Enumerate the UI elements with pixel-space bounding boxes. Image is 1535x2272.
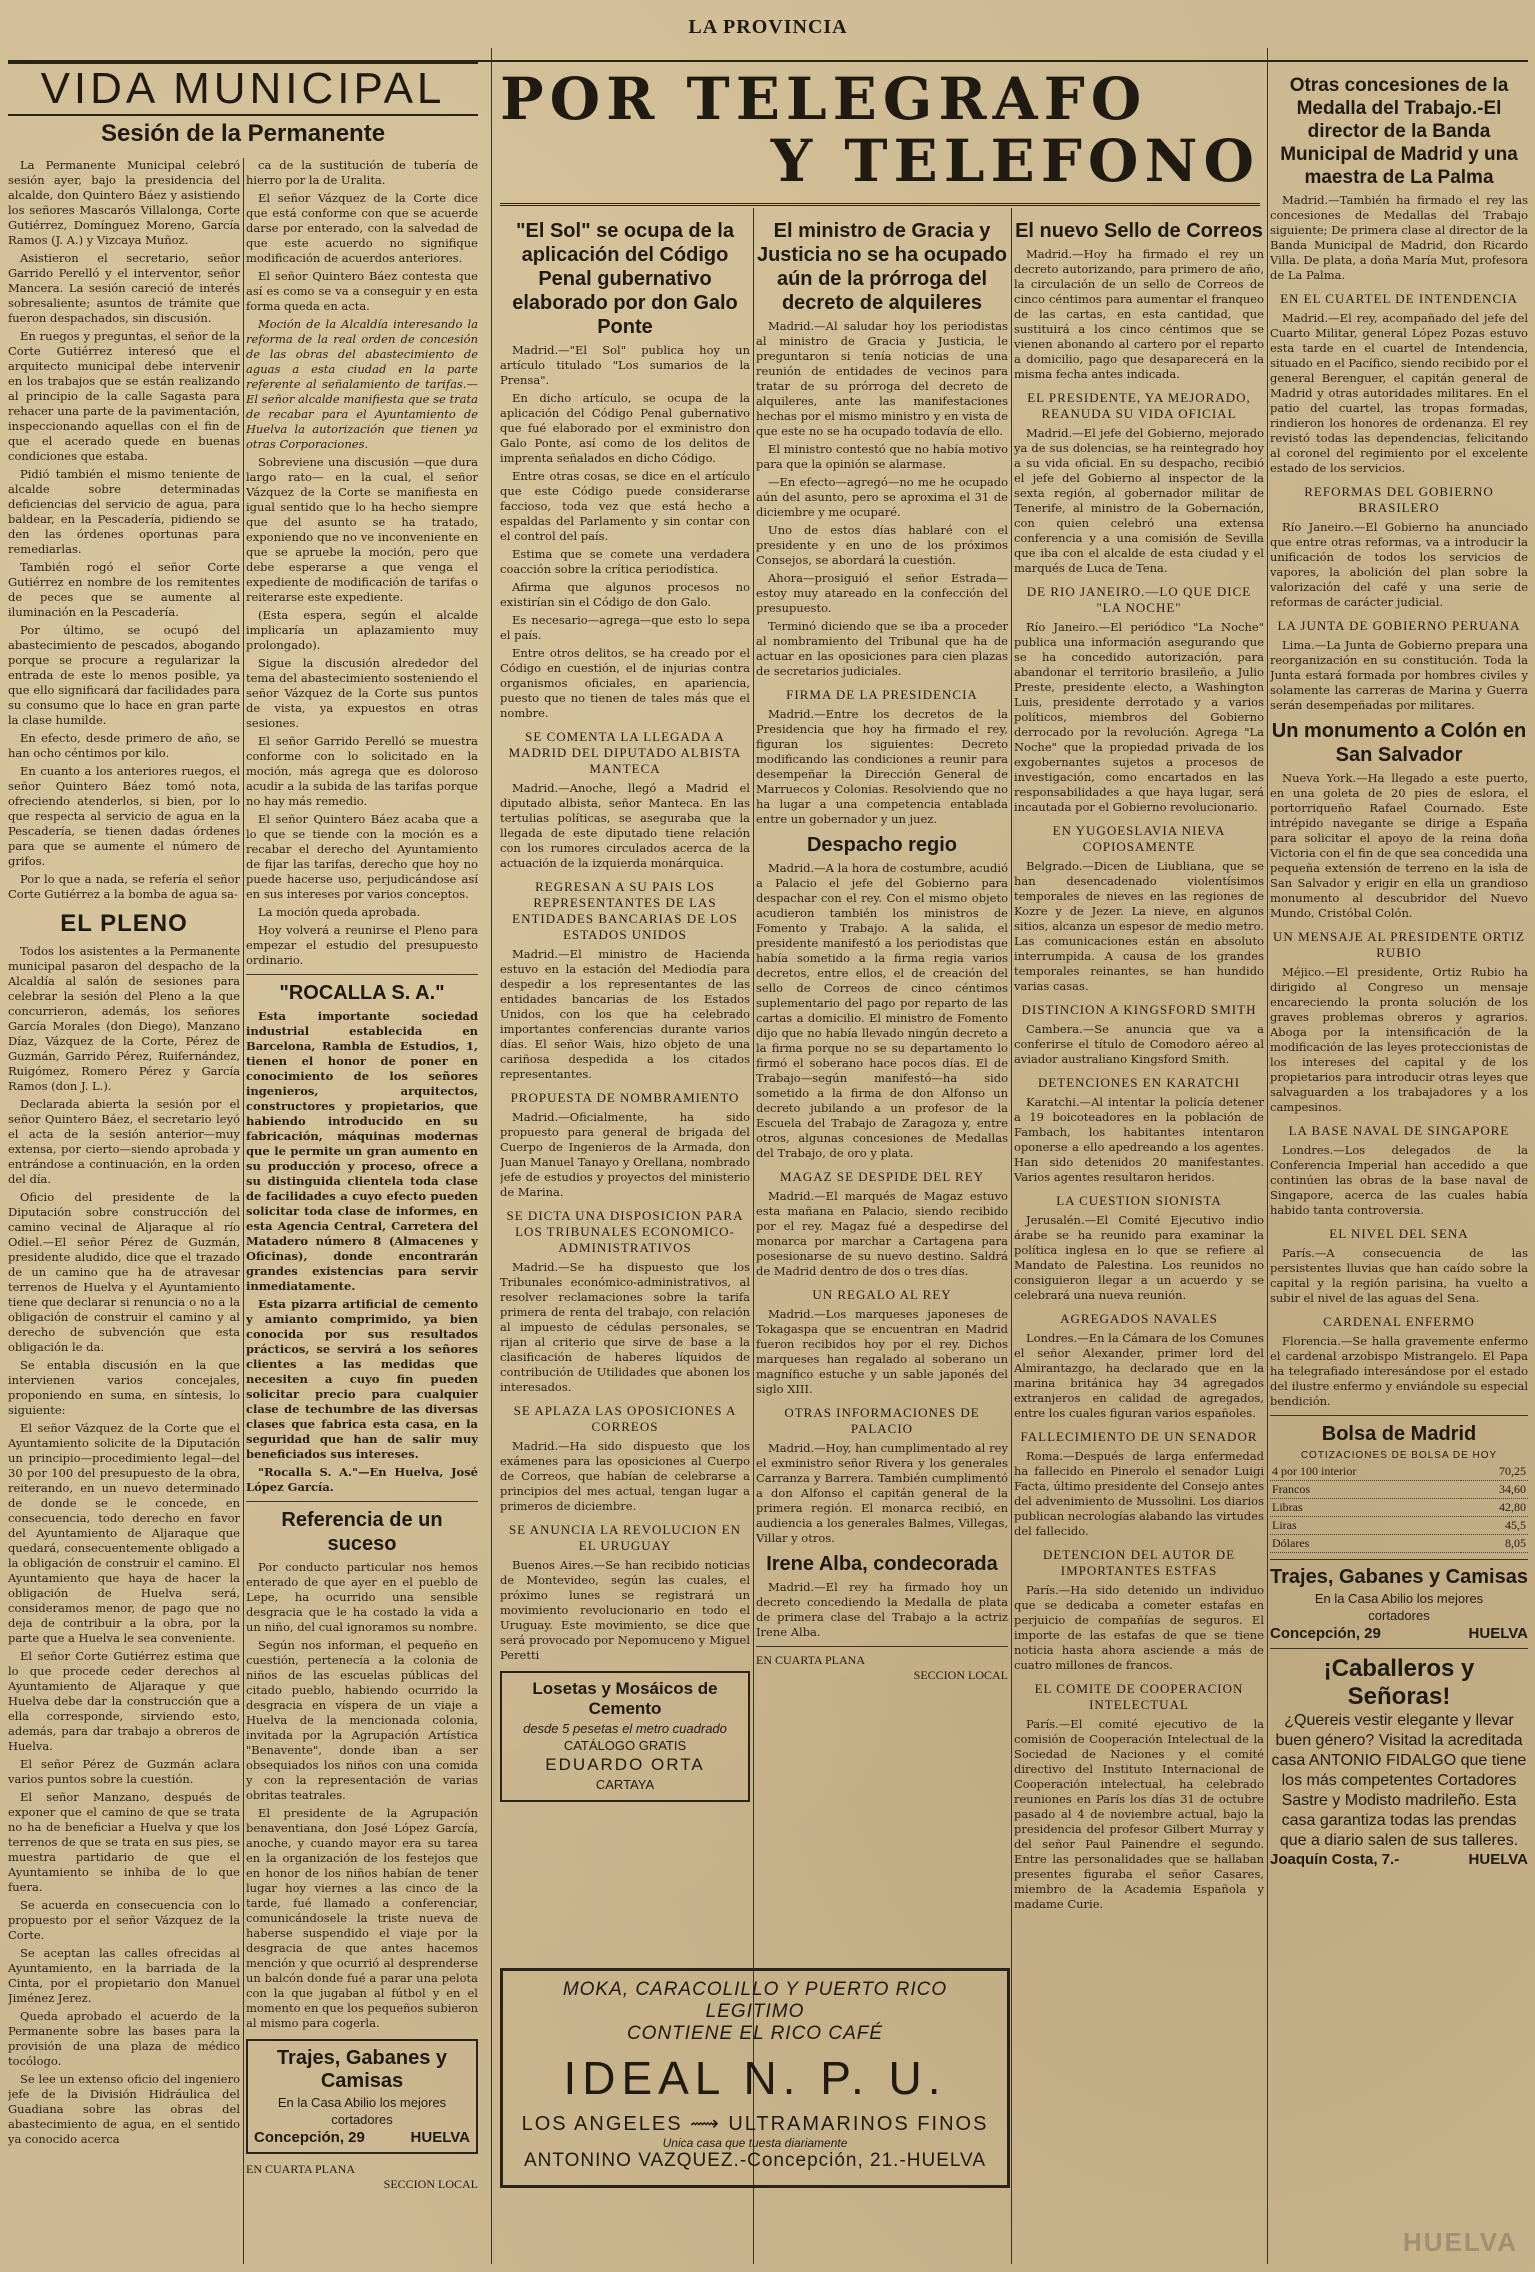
section-rule xyxy=(1270,1648,1528,1649)
article-paragraph: Madrid.—Se ha dispuesto que los Tribunales económico-administrativos, al resolver reclamaciones sobre la tarifa primera de renta del trabajo, con relación al impuesto de cédulas personales, se rijan al criterio que sirve de base a la clasificación de haberes líquidos de contribución de Utilidades que abonen los interesados. xyxy=(500,1260,750,1394)
article-paragraph: Río Janeiro.—El periódico "La Noche" publica una información asegurando que se ha concedido autorización, para abandonar el territorio brasileño, a Julio Preste, presidente electo, a Washington Luis, presidente derrotado y a varios políticos, miembros del Gobierno derrocado por la revolución. Agrega "La Noche" que la propiedad privada de los exgobernantes sujetos a procesos de investigación, como encartados en las responsabilidades a que haya lugar, será incautada por el Gobierno revolucionario. xyxy=(1014,620,1264,814)
article-paragraph: Pidió también el mismo teniente de alcalde sobre determinadas deficiencias del servicio de agua, para baldear, en la Pescadería, pidiendo se den las órdenes oportunas para remediarlas. xyxy=(8,467,240,556)
article-paragraph: Según nos informan, el pequeño en cuestión, pertenecía a la colonia de niños de las escuelas públicas del citado pueblo, habiendo ocurrido la desgracia en víspera de un viaje a Huelva de la mencionada colonia, invitada por la Agrupación Artística "Benavente", donde iban a ser obsequiados los niños con una comida y con la representación de varias obritas teatrales. xyxy=(246,1638,478,1802)
article-paragraph: Queda aprobado el acuerdo de la Permanente sobre las bases para la provisión de una plaza de médico tocólogo. xyxy=(8,2009,240,2068)
article-paragraph: Madrid.—Hoy, han cumplimentado al rey el exministro señor Rivera y los generales Carranza y Barrera. También cumplimentó a don Alfonso el capitán general de la primera región. El monarca recibió, en audiencia a los generales Balmes, Villegas, Villar y otros. xyxy=(756,1441,1008,1545)
article-paragraph: La Permanente Municipal celebró sesión ayer, bajo la presidencia del alcalde, don Quintero Báez y asistiendo los señores Mascarós Villalonga, Corte Gutiérrez, Domínguez Moreno, García Ramos (J. A.) y Vizcaya Muñoz. xyxy=(8,158,240,247)
masthead xyxy=(8,8,1528,62)
subheading: LA CUESTION SIONISTA xyxy=(1056,1193,1222,1208)
article-paragraph: Estima que se comete una verdadera coacción sobre la crítica periodística. xyxy=(500,547,750,576)
subheading: EN EL CUARTEL DE INTENDENCIA xyxy=(1280,291,1518,306)
trajes-ad-line: En la Casa Abilio los mejores xyxy=(1314,1591,1484,1606)
table-row xyxy=(1270,1463,1528,1481)
article-paragraph: Río Janeiro.—El Gobierno ha anunciado que entre otras reformas, va a introducir la unificación de todos los servicios de vapores, la abolición del plan sobre la valorización del café y una serie de reformas de carácter judicial. xyxy=(1270,520,1528,609)
article-paragraph: Madrid.—A la hora de costumbre, acudió a Palacio el jefe del Gobierno para despachar con el rey. Con el mismo objeto acudieron también los ministros de Fomento y Trabajo. A la salida, el presidente manifestó a los periodistas que había sometido a la firma regia varios decretos, entre ellos, el de creación del sello de Correos de cinco céntimos suplementario del pago por reparto de las cartas a domicilio. El ministro de Fomento dijo que no había llevado ningún decreto a la firma porque no se su departamento lo firmó el soberano hace pocos días. El de Trabajo—según manifestó—ha sido sometido a la firma de don Alfonso un decreto jubilando a un profesor de la Escuela del Trabajo de Zaragoza y, entre otros, algunas concesiones de Medallas del Trabajo, de oro y plata. xyxy=(756,861,1008,1160)
article-paragraph: Roma.—Después de larga enfermedad ha fallecido en Pinerolo el senador Luigi Facta, último presidente del Consejo antes del advenimiento de Mussolini. Los diarios publican necrologías alabando las virtudes del fallecido. xyxy=(1014,1449,1264,1538)
trajes-ad-title: Trajes, Gabanes y Camisas xyxy=(1270,1566,1528,1588)
article-paragraph: Todos los asistentes a la Permanente municipal pasaron del despacho de la Alcaldía al salón de sesiones para celebrar la sesión del Pleno a la que concurrieron, además, los señores García Morales (don Diego), Manzano Díaz, Vázquez de la Corte, Pérez de Guzmán, Garrido Pérez, Ruifernández, Ruigómez, Romero Pérez y García Ramos (don J. L.). xyxy=(8,944,240,1093)
section-footer-right: SECCION LOCAL xyxy=(913,1668,1008,1682)
telegrafo-line2: Y TELEFONO xyxy=(770,127,1260,195)
article-paragraph: El señor Pérez de Guzmán aclara varios puntos sobre la cuestión. xyxy=(8,1757,240,1786)
subheading: CARDENAL ENFERMO xyxy=(1323,1314,1475,1329)
subheading: DISTINCION A KINGSFORD SMITH xyxy=(1021,1002,1257,1017)
article-paragraph: Por conducto particular nos hemos enterado de que ayer en el pueblo de Lepe, ha ocurrido una sensible desgracia que le ha costado la vida a un niño, del cual ignoramos su nombre. xyxy=(246,1560,478,1634)
article-paragraph: ca de la sustitución de tubería de hierro por la de Uralita. xyxy=(246,158,478,187)
section-rule xyxy=(1270,1415,1528,1416)
column-3 xyxy=(500,213,750,1953)
article-paragraph: Madrid.—Oficialmente, ha sido propuesto para general de brigada del Cuerpo de Ingenieros de la Armada, don Juan Manuel Tanayo y Orellana, nombrado jefe de estudios y proyectos del ministerio de Marina. xyxy=(500,1110,750,1199)
medalla-trabajo-headline: Otras concesiones de la Medalla del Trabajo.-El director de la Banda Municipal de Madrid y una maestra de La Palma xyxy=(1280,75,1518,188)
subheading: SE APLAZA LAS OPOSICIONES A CORREOS xyxy=(513,1403,737,1434)
article-paragraph: Madrid.—El rey, acompañado del jefe del Cuarto Militar, general López Pozas estuvo esta tarde en el cuartel de Intendencia, situado en el Pacífico, siendo recibido por el general Berenguer, el capitán general de Madrid y otras autoridades militares. En el patio del cuartel, las tropas formadas, rindieron los honores de ordenanza. El rey revistó todas las dependencias, felicitando al coronel del regimiento por el excelente estado de los servicios. xyxy=(1270,311,1528,475)
article-paragraph: Oficio del presidente de la Diputación sobre construcción del camino vecinal de Aljaraque al río Odiel.—El señor Pérez de Guzmán, presidente aludido, dice que el trazado de un camino que ha de atravesar terrenos de Huelva y el Ayuntamiento tiene que declarar si renuncia o no a la obligación de construir el camino y al derecho de subvención que esta obligación le da. xyxy=(8,1190,240,1354)
subheading: LA BASE NAVAL DE SINGAPORE xyxy=(1288,1123,1510,1138)
subheading: UN MENSAJE AL PRESIDENTE ORTIZ RUBIO xyxy=(1273,929,1525,960)
subheading: DETENCION DEL AUTOR DE IMPORTANTES ESTFAS xyxy=(1042,1547,1236,1578)
ad-paragraph: Esta pizarra artificial de cemento y amianto comprimido, ya bien conocida por sus resultados prácticos, se servirá a los señores clientes a las medidas que necesiten a cuyo fin pueden solicitar precio para cualquier clase de techumbre de las diversas clases que fabrica esta casa, en la seguridad que han de salir muy beneficiados sus intereses. xyxy=(246,1297,478,1461)
article-paragraph: Terminó diciendo que se iba a proceder al nombramiento del Tribunal que ha de actuar en las oposiciones para cien plazas de secretarios judiciales. xyxy=(756,619,1008,678)
section-rule xyxy=(246,1501,478,1502)
article-paragraph: Uno de estos días hablaré con el presidente y en uno de los próximos Consejos, se abordará la cuestión. xyxy=(756,523,1008,567)
article-paragraph: El señor Garrido Perelló se muestra conforme con lo solicitado en la moción, más agrega que es doloroso acudir a la subida de las tarifas porque no hay más remedio. xyxy=(246,734,478,808)
losetas-ad-line: desde 5 pesetas el metro cuadrado xyxy=(523,1721,727,1736)
caballeros-title: ¡Caballeros y Señoras! xyxy=(1323,1655,1475,1710)
ideal-ad-address: ANTONINO VAZQUEZ.-Concepción, 21.-HUELVA xyxy=(524,2150,986,2171)
column-5 xyxy=(1014,213,1264,2264)
gracia-justicia-headline: El ministro de Gracia y Justicia no se ha ocupado aún de la prórroga del decreto de alquileres xyxy=(756,220,1008,314)
subheading: EL NIVEL DEL SENA xyxy=(1329,1226,1469,1241)
article-paragraph: Florencia.—Se halla gravemente enfermo el cardenal arzobispo Mistrangelo. El Papa ha telegrafiado interesándose por el estado del ilustre enfermo y enviándole su especial bendición. xyxy=(1270,1334,1528,1408)
trajes-ad-city: HUELVA xyxy=(1468,1625,1528,1642)
newspaper-page xyxy=(8,8,1528,2264)
losetas-ad-city: CARTAYA xyxy=(595,1777,655,1792)
caballeros-city: HUELVA xyxy=(1468,1851,1528,1868)
article-paragraph: Se aceptan las calles ofrecidas al Ayuntamiento, en la barriada de la Cinta, por el propietario don Manuel Jiménez Jerez. xyxy=(8,1946,240,2005)
monumento-colon-headline: Un monumento a Colón en San Salvador xyxy=(1271,720,1527,766)
article-paragraph: Entre otros delitos, se ha creado por el Código en cuestión, el de injurias contra organismos oficiales, en apariencia, puesto que no tienen de tales más que el nombre. xyxy=(500,646,750,720)
subheading: REGRESAN A SU PAIS LOS REPRESENTANTES DE LAS ENTIDADES BANCARIAS DE LOS ESTADOS UNIDOS xyxy=(512,879,738,942)
subheading: MAGAZ SE DESPIDE DEL REY xyxy=(779,1169,985,1184)
sesion-permanente-title: Sesión de la Permanente xyxy=(100,120,386,147)
article-paragraph: Moción de la Alcaldía interesando la reforma de la real orden de concesión de las obras del abastecimiento de aguas a esta ciudad en la parte referente al señalamiento de tarifas.—El señor alcalde manifiesta que se trata de recabar para el Ayuntamiento de Huelva la autorización que tienen ya otras Corporaciones. xyxy=(246,317,478,451)
table-row xyxy=(1270,1535,1528,1553)
article-paragraph: Madrid.—Los marqueses japoneses de Tokagaspa que se encuentran en Madrid fueron recibidos hoy por el rey. Dichos marqueses han regalado al soberano un magnífico estuche y un sable japonés del siglo XIII. xyxy=(756,1307,1008,1396)
subheading: UN REGALO AL REY xyxy=(812,1287,952,1302)
archive-watermark: HUELVA xyxy=(1402,2227,1518,2257)
bolsa-value: 34,60 xyxy=(1461,1481,1528,1499)
telegrafo-headline xyxy=(500,65,1260,195)
article-paragraph: Nueva York.—Ha llegado a este puerto, en una goleta de 20 pies de eslora, el portorriqueño Rafael Cournado. Este intrépido navegante se dirige a España para solicitar el apoyo de la reina doña Victoria con el fin de que sea concedida una pequeña extensión de terreno en la isla de San Salvador y erigir en ella un grandioso monumento al descubridor del Nuevo Mundo, Cristóbal Colón. xyxy=(1270,771,1528,920)
section-rule xyxy=(1270,1559,1528,1560)
subheading: EN YUGOESLAVIA NIEVA COPIOSAMENTE xyxy=(1052,823,1226,854)
trajes-ad-line: cortadores xyxy=(1368,1608,1430,1623)
article-paragraph: Jerusalén.—El Comité Ejecutivo indio árabe se ha reunido para examinar la política inglesa en lo que se refiere al Mandato de Palestina. Los reunidos no consiguieron llegar a un acuerdo y se celebrará una nueva reunión. xyxy=(1014,1213,1264,1302)
article-paragraph: Entre otras cosas, se dice en el artículo que este Código puede considerarse faccioso, toda vez que está hecho a espaldas del Parlamento y sin contar con el control del país. xyxy=(500,469,750,543)
article-paragraph: En ruegos y preguntas, el señor de la Corte Gutiérrez interesó que el arquitecto municipal debe intervenir en los trabajos que se están realizando al principio de la calle Sagasta para rehacer una parte de la pavimentación, inspeccionando aquellas con el fin de que el acerado quede en buenas condiciones que estaba. xyxy=(8,329,240,463)
article-paragraph: (Esta espera, según el alcalde implicaría un aplazamiento muy prolongado). xyxy=(246,608,478,652)
ad-paragraph: Esta importante sociedad industrial establecida en Barcelona, Rambla de Estudios, 1, tienen el honor de poner en conocimiento de los señores ingenieros, arquitectos, constructores y propietarios, que habiendo introducido en su fabricación, máquinas modernas que le permite un gran aumento en su producción y proceso, ofrece a su distinguida clientela toda clase de facilidades a cuyo efecto pueden solicitar toda clase de informes, en esta Agencia Central, Carretera del Matadero número 8 (Almacenes y Oficinas), donde encontrarán grandes existencias para servir inmediatamente. xyxy=(246,1009,478,1293)
irene-alba-headline: Irene Alba, condecorada xyxy=(766,1553,998,1575)
table-row xyxy=(1270,1481,1528,1499)
article-paragraph: Afirma que algunos procesos no existirían sin el Código de don Galo. xyxy=(500,580,750,609)
article-paragraph: Méjico.—El presidente, Ortiz Rubio ha dirigido al Congreso un mensaje encareciendo la pronta solución de los graves problemas obreros y agrarios. Aboga por la intensificación de la modificación de las leyes proteccionistas de los intereses del capital y de los propietarios para introducir otras leyes que salvaguarden a los trabajadores y a los campesinos. xyxy=(1270,965,1528,1114)
column-rule xyxy=(491,48,492,2264)
column-1 xyxy=(8,158,240,2264)
bolsa-label: 4 por 100 interior xyxy=(1270,1463,1461,1481)
article-paragraph: Madrid.—Ha sido dispuesto que los exámenes para las oposiciones al Cuerpo de Correos, que habían de celebrarse a principios del mes actual, tengan lugar a primeros de diciembre. xyxy=(500,1439,750,1513)
article-paragraph: El señor Corte Gutiérrez estima que lo que procede ceder derechos al Ayuntamiento de Aljaraque y que Huelva debe dar la construcción que a ella corresponde, sirviendo esto, además, para dar trabajo a obreros de Huelva. xyxy=(8,1649,240,1753)
telegrafo-rule xyxy=(500,203,1260,206)
article-paragraph: Madrid.—El jefe del Gobierno, mejorado ya de sus dolencias, se ha reintegrado hoy a su vida oficial. En su despacho, recibió el jefe del Gobierno al inspector de la sexta región, al gobernador militar de Tenerife, al ministro de la Gobernación, con quien celebró una extensa conferencia y a una comisión de Sevilla que iba con el alcalde de esta ciudad y el marqués de Luca de Tena. xyxy=(1014,426,1264,575)
article-paragraph: En dicho artículo, se ocupa de la aplicación del Código Penal gubernativo que fué elaborado por el exministro don Galo Ponte, así como de los delitos de imprenta señalados en dicho Código. xyxy=(500,391,750,465)
bolsa-subtitle: COTIZACIONES DE BOLSA DE HOY xyxy=(1300,1450,1498,1461)
article-paragraph: Por último, se ocupó del abastecimiento de pescados, abogando porque se procure a regularizar la entrada de este lo menos posible, ya que ello significará dar facilidades para su consumo que lo hace en gran parte la clase humilde. xyxy=(8,623,240,727)
trajes-ad-address: Concepción, 29 xyxy=(254,2129,365,2146)
section-footer-left: EN CUARTA PLANA xyxy=(756,1653,865,1667)
article-paragraph: El señor Vázquez de la Corte que el Ayuntamiento solicite de la Diputación un principio—procedimiento legal—del 30 por 100 del presupuesto de la obra, reiterando, en un nuevo determinado de donde se le concede, en consecuencia, todo derecho en favor del Ayuntamiento de Aljaraque que quedará, consecuentemente obligado a la obligación de construir el camino. El Ayuntamiento que haya de hacer la obligación de Huelva será, consideramos menor, de pago que no deja de contribuir a la obra, por la parte que a Huelva le sea conveniente. xyxy=(8,1421,240,1645)
article-paragraph: Es necesario—agrega—que esto lo sepa el país. xyxy=(500,613,750,642)
table-row xyxy=(1270,1517,1528,1535)
section-rule xyxy=(756,1646,1008,1647)
article-paragraph: La moción queda aprobada. xyxy=(258,905,421,919)
article-paragraph: Madrid.—Hoy ha firmado el rey un decreto autorizando, para primero de año, la circulación de un sello de Correos de cinco céntimos para aumentar el franqueo de las cartas, en esta cantidad, que sustituirá a los cinco céntimos que se vienen abonando al cartero por el reparto a domicilio, pago que desaparecerá en la misma fecha antes indicada. xyxy=(1014,247,1264,381)
article-paragraph: El señor Quintero Báez acaba que a lo que se tiende con la moción es a recabar el derecho del Ayuntamiento de fijar las tarifas, derecho que hoy no puede hacerse uso, perjudicándose así en sus intereses por varios conceptos. xyxy=(246,812,478,901)
article-paragraph: El ministro contestó que no había motivo para que la opinión se alarmase. xyxy=(756,442,1008,471)
losetas-ad-line: CATÁLOGO GRATIS xyxy=(563,1738,687,1753)
telegrafo-line1: POR TELEGRAFO xyxy=(500,65,1148,133)
article-paragraph: París.—El comité ejecutivo de la comisión de Cooperación Intelectual de la Sociedad de Naciones y el comité directivo del Instituto Internacional de Cooperación intelectual, ha celebrado reuniones en París los días 31 de octubre pasado al 4 de noviembre actual, bajo la presidencia del profesor Gilbert Murray y del señor Paul Painendre el segundo. Entre las personalidades que se hallaban presentes figuraba el señor Casares, miembro de la Academia Española y madame Curie. xyxy=(1014,1717,1264,1911)
subheading: SE COMENTA LA LLEGADA A MADRID DEL DIPUTADO ALBISTA MANTECA xyxy=(508,729,742,776)
bolsa-table xyxy=(1270,1463,1528,1553)
column-rule xyxy=(753,208,754,2264)
article-paragraph: El señor Manzano, después de exponer que el camino de que se trata no ha de beneficiar a Huelva y que los terrenos de que se trata en sus pies, se muestra partidario de que el Ayuntamiento se inhiba de lo que fuera. xyxy=(8,1790,240,1894)
trajes-ad-line: En la Casa Abilio los mejores xyxy=(277,2095,447,2110)
article-paragraph: El señor Vázquez de la Corte dice que está conforme con que se acuerde darse por enterado, con la salvedad de que este acuerdo no signifique modificación de acuerdos anteriores. xyxy=(246,191,478,265)
ideal-ad-brand: IDEAL N. P. U. xyxy=(563,2052,947,2104)
losetas-ad-title: Losetas y Mosáicos de Cemento xyxy=(532,1679,718,1718)
trajes-ad-line: cortadores xyxy=(331,2112,393,2127)
article-paragraph: Londres.—Los delegados de la Conferencia Imperial han accedido a que continúen las obras de la base naval de Singapore, acerca de las cuales había habido tanta controversia. xyxy=(1270,1143,1528,1217)
article-paragraph: Madrid.—El ministro de Hacienda estuvo en la estación del Mediodía para despedir a los representantes de las entidades bancarias de los Estados Unidos, con los que ha celebrado importantes conferencias durante varios días. El señor Wais, hizo objeto de una cariñosa despedida a los citados representantes. xyxy=(500,947,750,1081)
suceso-title: Referencia de un suceso xyxy=(281,1509,443,1555)
subheading: FALLECIMIENTO DE UN SENADOR xyxy=(1020,1429,1258,1444)
ideal-ad-line: CONTIENE EL RICO CAFÉ xyxy=(626,2023,884,2044)
trajes-ad-address: Concepción, 29 xyxy=(1270,1625,1381,1642)
trajes-ad-city: HUELVA xyxy=(410,2129,470,2146)
bolsa-value: 45,5 xyxy=(1461,1517,1528,1535)
bolsa-label: Liras xyxy=(1270,1517,1461,1535)
bolsa-title: Bolsa de Madrid xyxy=(1321,1423,1477,1445)
subheading: OTRAS INFORMACIONES DE PALACIO xyxy=(784,1405,980,1436)
subheading: PROPUESTA DE NOMBRAMIENTO xyxy=(510,1090,740,1105)
subheading: LA JUNTA DE GOBIERNO PERUANA xyxy=(1277,618,1521,633)
sello-correos-headline: El nuevo Sello de Correos xyxy=(1015,220,1263,242)
rocalla-title: "ROCALLA S. A." xyxy=(279,982,445,1004)
trajes-ad-2 xyxy=(1270,1566,1528,1642)
article-paragraph: Madrid.—"El Sol" publica hoy un artículo titulado "Los sumarios de la Prensa". xyxy=(500,343,750,387)
trajes-ad xyxy=(246,2039,478,2154)
subheading: AGREGADOS NAVALES xyxy=(1060,1311,1218,1326)
article-paragraph: Se acuerda en consecuencia con lo propuesto por el señor Vázquez de la Corte. xyxy=(8,1898,240,1942)
column-rule xyxy=(1267,48,1268,2264)
subheading: EL COMITE DE COOPERACION INTELECTUAL xyxy=(1034,1681,1244,1712)
bolsa-label: Libras xyxy=(1270,1499,1461,1517)
ideal-ad-line: MOKA, CARACOLILLO Y PUERTO RICO LEGITIMO xyxy=(562,1979,948,2022)
ideal-coffee-ad xyxy=(500,1968,1010,2188)
ideal-ad-line: LOS ANGELES ⟿ ULTRAMARINOS FINOS xyxy=(521,2113,989,2135)
article-paragraph: Madrid.—Anoche, llegó a Madrid el diputado albista, señor Manteca. En las tertulias políticas, se aseguraba que la llegada de este diputado tiene relación con los rumores circulados acerca de la actuación de la izquierda monárquica. xyxy=(500,781,750,870)
article-paragraph: Madrid.—El marqués de Magaz estuvo esta mañana en Palacio, siendo recibido por el rey. Magaz fué a despedirse del monarca por marchar a Cartagena para posesionarse de su nuevo destino. Saldrá de Madrid dentro de dos o tres días. xyxy=(756,1189,1008,1278)
article-paragraph: Madrid.—El rey ha firmado hoy un decreto concediendo la Medalla de plata de primera clase del Trabajo a la actriz Irene Alba. xyxy=(756,1580,1008,1639)
bolsa-value: 8,05 xyxy=(1461,1535,1528,1553)
subheading: SE ANUNCIA LA REVOLUCION EN EL URUGUAY xyxy=(508,1522,742,1553)
el-pleno-title: EL PLENO xyxy=(60,910,188,937)
article-paragraph: —En efecto—agregó—no me he ocupado aún del asunto, pero se aproxima el 31 de diciembre y me ocuparé. xyxy=(756,475,1008,519)
article-paragraph: Por lo que a nada, se refería el señor Corte Gutiérrez a la bomba de agua sa- xyxy=(8,872,240,901)
column-rule xyxy=(1011,208,1012,2264)
ad-paragraph: "Rocalla S. A."—En Huelva, José López García. xyxy=(246,1465,478,1494)
article-paragraph: París.—A consecuencia de las persistentes lluvias que han caído sobre la capital y la región parisina, ha vuelto a subir el nivel de las aguas del Sena. xyxy=(1270,1246,1528,1305)
article-paragraph: París.—Ha sido detenido un individuo que se dedicaba a cometer estafas en perjuicio de compañías de seguros. El importe de las estafas de que se tiene noticia hasta ahora asciende a más de cuatro millones de francos. xyxy=(1014,1583,1264,1672)
bolsa-value: 70,25 xyxy=(1461,1463,1528,1481)
article-paragraph: El señor Quintero Báez contesta que así es como se va a conseguir y en esta forma queda en acta. xyxy=(246,269,478,313)
masthead-title: LA PROVINCIA xyxy=(688,16,848,38)
article-paragraph: En efecto, desde primero de año, se han ocho céntimos por kilo. xyxy=(8,731,240,760)
article-paragraph: Se entabla discusión en la que intervienen varios concejales, proponiendo en suma, en síntesis, lo siguiente: xyxy=(8,1358,240,1417)
column-6 xyxy=(1270,68,1528,2264)
article-paragraph: Buenos Aires.—Se han recibido noticias de Montevideo, según las cuales, el próximo lunes se registrará un movimiento revolucionario en todo el Uruguay. Este movimiento, se dice que será provocado por Nepomuceno y Miguel Peretti xyxy=(500,1558,750,1662)
table-row xyxy=(1270,1499,1528,1517)
ideal-ad-line: Unica casa que tuesta diariamente xyxy=(662,2136,848,2150)
subheading: EL PRESIDENTE, YA MEJORADO, REANUDA SU VIDA OFICIAL xyxy=(1027,390,1251,421)
column-2 xyxy=(246,158,478,2264)
subheading: SE DICTA UNA DISPOSICION PARA LOS TRIBUNALES ECONOMICO-ADMINISTRATIVOS xyxy=(506,1208,744,1255)
subheading: DE RIO JANEIRO.—LO QUE DICE "LA NOCHE" xyxy=(1026,584,1252,615)
subheading: REFORMAS DEL GOBIERNO BRASILERO xyxy=(1304,484,1494,515)
article-paragraph: Karatchi.—Al intentar la policía detener a 19 boicoteadores en la población de Fambach, los habitantes intentaron oponerse a ello apedreando a los agentes. Han sido detenidos 20 manifestantes. Varios agentes resultaron heridos. xyxy=(1014,1095,1264,1184)
article-paragraph: Madrid.—También ha firmado el rey las concesiones de Medallas del Trabajo siguiente; De primera clase al director de la Banda Municipal de Madrid, don Ricardo Villa. De plata, a doña María Mut, profesora de La Palma. xyxy=(1270,193,1528,282)
article-paragraph: Ahora—prosiguió el señor Estrada—estoy muy atareado en la confección del presupuesto. xyxy=(756,571,1008,615)
caballeros-address: Joaquín Costa, 7.- xyxy=(1270,1851,1400,1868)
article-paragraph: Asistieron el secretario, señor Garrido Perelló y el interventor, señor Mancera. La sesión careció de interés sobresaliente; asuntos de trámite que fueron despachados, sin discusión. xyxy=(8,251,240,325)
column-4 xyxy=(756,213,1008,1953)
bolsa-label: Dólares xyxy=(1270,1535,1461,1553)
caballeros-body: ¿Quereis vestir elegante y llevar buen género? Visitad la acreditada casa ANTONIO FIDALGO que tiene los más competentes Cortadores Sastre y Modisto madrileño. Esta casa garantiza todas las prendas que a diario salen de sus talleres. xyxy=(1271,1712,1527,1849)
losetas-ad xyxy=(500,1671,750,1802)
trajes-ad-title: Trajes, Gabanes y Camisas xyxy=(276,2047,448,2092)
article-paragraph: Londres.—En la Cámara de los Comunes el señor Alexander, primer lord del Almirantazgo, ha declarado que en la marina británica hay 34 agregados extranjeros en calidad de agregados, entre los cuales figuran varios españoles. xyxy=(1014,1331,1264,1420)
article-paragraph: Lima.—La Junta de Gobierno prepara una reorganización en su constitución. Toda la Junta estará formada por hombres civiles y solamente las carreras de Marina y Guerra serán desempeñadas por militares. xyxy=(1270,638,1528,712)
column-rule xyxy=(243,158,244,2264)
article-paragraph: Sobreviene una discusión —que dura largo rato— en la cual, el señor Vázquez de la Corte se manifiesta en igual sentido que lo ha hecho siempre que del asunto se ha tratado, exponiendo que no ve inconveniente en que se apruebe la moción, pero que debe esperarse a que venga el expediente de modificación de tarifas o reiterarse este expediente. xyxy=(246,455,478,604)
vida-municipal-title: VIDA MUNICIPAL xyxy=(8,62,478,116)
article-paragraph: Se lee un extenso oficio del ingeniero jefe de la División Hidráulica del Guadiana sobre las obras del abastecimiento de agua, en el sentido ya conocido acerca xyxy=(8,2072,240,2146)
subheading: DETENCIONES EN KARATCHI xyxy=(1037,1075,1241,1090)
article-paragraph: El presidente de la Agrupación benaventiana, don José López García, anoche, y cuando mayor era su tarea en la organización de los festejos que en honor de los niños habían de tener lugar hoy viernes a las cinco de la tarde, fué llamado a conferenciar, comunicándosele la triste nueva de haberse suspendido el viaje por la desgracia de que antes hacemos mención y que ocurrió al desprenderse un balcón donde fué a parar una pelota con la que jugaban al fútbol y en el momento en que los pequeños subieron al mismo para cogerla. xyxy=(246,1806,478,2030)
el-sol-headline: "El Sol" se ocupa de la aplicación del Código Penal gubernativo elaborado por don Galo Ponte xyxy=(512,220,738,338)
article-paragraph: Madrid.—Entre los decretos de la Presidencia que hoy ha firmado el rey, figuran los siguientes: Decreto modificando las condiciones a reunir para desempeñar la Dirección General de Marruecos y Colonias. Resolviendo que no ha lugar a una competencia entablada entre un gobernador y un juez. xyxy=(756,707,1008,826)
bolsa-value: 42,80 xyxy=(1461,1499,1528,1517)
article-paragraph: Madrid.—Al saludar hoy los periodistas al ministro de Gracia y Justicia, le preguntaron si tenía noticias de una reunión de entidades de vecinos para tratar de su prórroga del decreto de alquileres, ante las manifestaciones hechas por el mismo ministro y en vista de que este no se ha ocupado todavía de ello. xyxy=(756,319,1008,438)
losetas-ad-name: EDUARDO ORTA xyxy=(545,1755,705,1774)
article-paragraph: También rogó el señor Corte Gutiérrez en nombre de los remitentes de peces que se aumente al iluminación en la Pescadería. xyxy=(8,560,240,619)
article-paragraph: Belgrado.—Dicen de Liubliana, que se han desencadenado violentísimos temporales de nieves en las regiones de Kozre y de Jezer. La nieve, en algunos sitios, alcanza un espesor de medio metro. Las comunicaciones están en absoluto interrumpida. A causa de los grandes temporales reinantes, se han hundido varias casas. xyxy=(1014,859,1264,993)
subheading: FIRMA DE LA PRESIDENCIA xyxy=(786,687,978,702)
section-rule xyxy=(246,974,478,975)
article-paragraph: En cuanto a los anteriores ruegos, el señor Quintero Báez tomó nota, ofreciendo atenderlos, si bien, por lo que respecta al servicio de agua en la Pescadería, se tienen dadas órdenes para que se aumente el número de grifos. xyxy=(8,764,240,868)
article-paragraph: Cambera.—Se anuncia que va a conferirse el título de Comodoro aéreo al aviador australiano Kingsford Smith. xyxy=(1014,1022,1264,1066)
despacho-regio-headline: Despacho regio xyxy=(806,834,958,856)
article-paragraph: Sigue la discusión alrededor del tema del abastecimiento sosteniendo el señor Vázquez de la Corte sus puntos de vista, ya expuestos en otras sesiones. xyxy=(246,656,478,730)
article-paragraph: Declarada abierta la sesión por el señor Quintero Báez, el secretario leyó el acta de la sesión anterior—muy extensa, por cierto—siendo aprobada y entrándose a continuación, en la orden del día. xyxy=(8,1097,240,1186)
section-footer-left: EN CUARTA PLANA xyxy=(246,2162,355,2176)
section-footer-right: SECCION LOCAL xyxy=(383,2177,478,2191)
bolsa-label: Francos xyxy=(1270,1481,1461,1499)
article-paragraph: Hoy volverá a reunirse el Pleno para empezar el estudio del presupuesto ordinario. xyxy=(246,923,478,967)
